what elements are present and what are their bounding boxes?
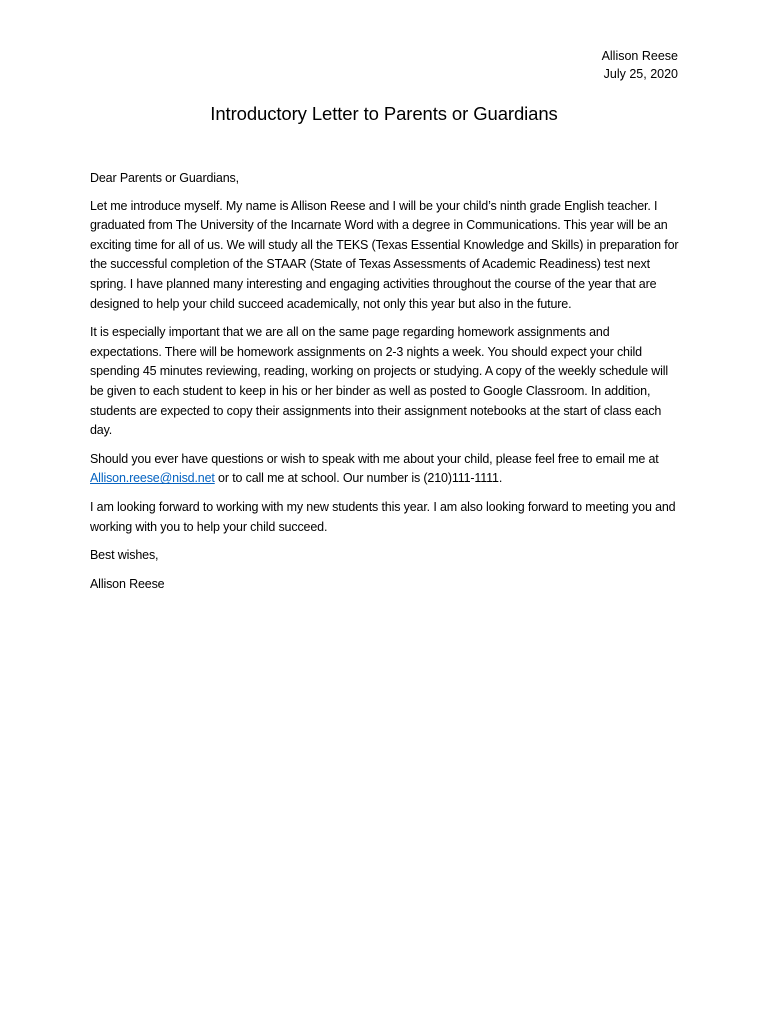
paragraph-homework: It is especially important that we are all on the same page regarding homework assignments and expectations. There will be homework assignments on 2-3 nights a week. You should expect your child spending 45 minutes reviewing, reading, working on projects or studying. A copy of the weekly schedule will be given to each student to keep in his or her binder as well as posted to Google Classroom. In addition, students are expected to copy their assignments into their assignment notebooks at the start of class each day. bbox=[90, 325, 669, 438]
letter-title: Introductory Letter to Parents or Guardians bbox=[210, 103, 558, 124]
email-link[interactable]: Allison.reese@nisd.net bbox=[90, 471, 215, 486]
letter-body bbox=[90, 169, 680, 603]
salutation: Dear Parents or Guardians, bbox=[90, 171, 239, 185]
letter-header bbox=[602, 47, 678, 83]
contact-text-after: or to call me at school. Our number is (210)111-1111. bbox=[214, 471, 503, 486]
signature: Allison Reese bbox=[90, 576, 165, 591]
letter-date: July 25, 2020 bbox=[603, 67, 678, 81]
contact-text-before: Should you ever have questions or wish to speak with me about your child, please feel free to email me at bbox=[90, 451, 659, 466]
author-name: Allison Reese bbox=[601, 49, 678, 63]
paragraph-closing-remarks: I am looking forward to working with my new students this year. I am also looking forward to meeting you and working with you to help your child succeed. bbox=[90, 499, 676, 534]
paragraph-contact bbox=[90, 450, 680, 489]
closing: Best wishes, bbox=[90, 548, 159, 563]
paragraph-introduction: Let me introduce myself. My name is Allison Reese and I will be your child’s ninth grade English teacher. I graduated from The University of the Incarnate Word with a degree in Communications. This year will be an exciting time for all of us. We will study all the TEKS (Texas Essential Knowledge and Skills) in preparation for the successful completion of the STAAR (State of Texas Assessments of Academic Readiness) test next spring. I have planned many interesting and engaging activities throughout the course of the year that are designed to help your child succeed academically, not only this year but also in the future. bbox=[90, 198, 679, 311]
